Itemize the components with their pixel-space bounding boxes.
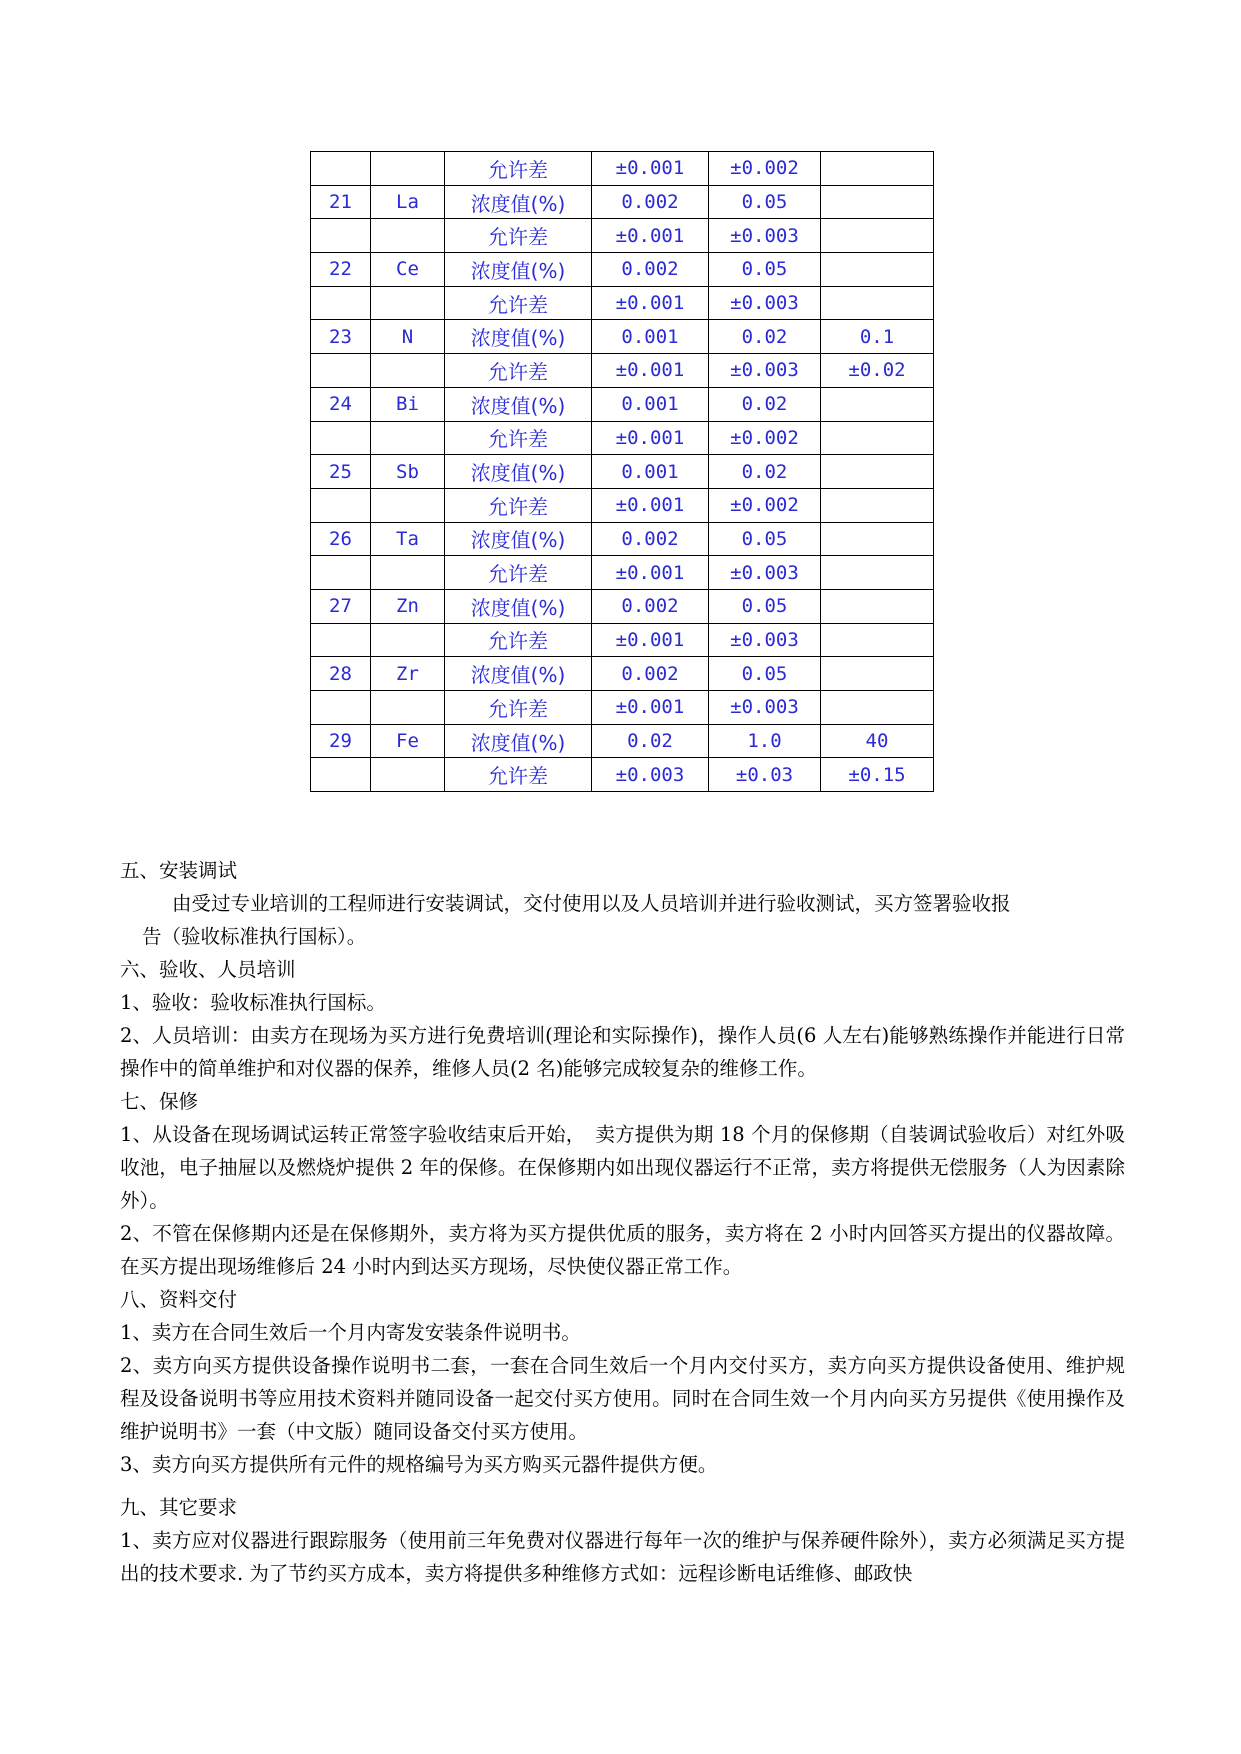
value-col-1-cell: 0.001	[592, 455, 709, 489]
value-col-2-cell: ±0.003	[709, 354, 821, 388]
element-symbol-cell	[371, 488, 445, 522]
element-spec-table	[310, 151, 934, 792]
value-col-2-cell: ±0.03	[709, 758, 821, 792]
value-col-1-cell: 0.002	[592, 589, 709, 623]
value-col-1-cell: ±0.001	[592, 623, 709, 657]
value-col-1-cell: ±0.003	[592, 758, 709, 792]
value-col-3-cell	[821, 219, 934, 253]
measure-type-cell: 浓度值(%)	[445, 522, 592, 556]
value-col-3-cell	[821, 421, 934, 455]
table-row	[311, 455, 934, 489]
measure-type-cell: 浓度值(%)	[445, 185, 592, 219]
element-symbol-cell	[371, 691, 445, 725]
table-row	[311, 152, 934, 186]
element-symbol-cell	[371, 556, 445, 590]
other-item-1: 1、卖方应对仪器进行跟踪服务（使用前三年免费对仪器进行每年一次的维护与保养硬件除外），卖方必须满足买方提出的技术要求. 为了节约买方成本，卖方将提供多种维修方式如：远程诊断电话维修、邮政快	[120, 1529, 1125, 1585]
table-row	[311, 691, 934, 725]
row-number-cell	[311, 556, 371, 590]
element-symbol-cell	[371, 152, 445, 186]
value-col-2-cell: ±0.002	[709, 152, 821, 186]
table-row	[311, 724, 934, 758]
value-col-2-cell: 0.02	[709, 455, 821, 489]
table-row	[311, 556, 934, 590]
value-col-3-cell	[821, 387, 934, 421]
measure-type-cell: 浓度值(%)	[445, 320, 592, 354]
measure-type-cell: 允许差	[445, 152, 592, 186]
value-col-1-cell: ±0.001	[592, 286, 709, 320]
measure-type-cell: 浓度值(%)	[445, 455, 592, 489]
value-col-1-cell: 0.002	[592, 185, 709, 219]
table-row	[311, 253, 934, 287]
value-col-2-cell: ±0.003	[709, 286, 821, 320]
value-col-1-cell: 0.002	[592, 253, 709, 287]
measure-type-cell: 允许差	[445, 219, 592, 253]
measure-type-cell: 允许差	[445, 421, 592, 455]
value-col-3-cell	[821, 589, 934, 623]
value-col-2-cell: ±0.003	[709, 556, 821, 590]
value-col-2-cell: 0.05	[709, 657, 821, 691]
row-number-cell	[311, 286, 371, 320]
value-col-3-cell: 40	[821, 724, 934, 758]
value-col-2-cell: 0.05	[709, 522, 821, 556]
documents-item-3: 3、卖方向买方提供所有元件的规格编号为买方购买元器件提供方便。	[120, 1453, 718, 1476]
section-heading-acceptance: 六、验收、人员培训	[120, 958, 296, 981]
table-row	[311, 758, 934, 792]
table-row	[311, 488, 934, 522]
row-number-cell	[311, 152, 371, 186]
measure-type-cell: 浓度值(%)	[445, 589, 592, 623]
table-row	[311, 219, 934, 253]
value-col-3-cell: ±0.02	[821, 354, 934, 388]
value-col-3-cell	[821, 488, 934, 522]
value-col-3-cell	[821, 286, 934, 320]
value-col-2-cell: ±0.003	[709, 691, 821, 725]
value-col-2-cell: ±0.002	[709, 421, 821, 455]
value-col-3-cell	[821, 691, 934, 725]
element-symbol-cell: N	[371, 320, 445, 354]
value-col-2-cell: 0.02	[709, 320, 821, 354]
measure-type-cell: 允许差	[445, 623, 592, 657]
warranty-item-2: 2、不管在保修期内还是在保修期外，卖方将为买方提供优质的服务，卖方将在 2 小时内回答买方提出的仪器故障。在买方提出现场维修后 24 小时内到达买方现场，尽快使仪器正常工作。	[120, 1222, 1125, 1278]
value-col-1-cell: ±0.001	[592, 152, 709, 186]
table-row	[311, 421, 934, 455]
section-heading-other: 九、其它要求	[120, 1496, 238, 1519]
value-col-2-cell: 0.02	[709, 387, 821, 421]
value-col-2-cell: 0.05	[709, 253, 821, 287]
row-number-cell: 27	[311, 589, 371, 623]
value-col-1-cell: 0.002	[592, 522, 709, 556]
element-symbol-cell	[371, 219, 445, 253]
value-col-2-cell: 0.05	[709, 185, 821, 219]
value-col-1-cell: 0.02	[592, 724, 709, 758]
measure-type-cell: 浓度值(%)	[445, 253, 592, 287]
measure-type-cell: 浓度值(%)	[445, 724, 592, 758]
row-number-cell: 29	[311, 724, 371, 758]
value-col-3-cell	[821, 152, 934, 186]
value-col-3-cell: ±0.15	[821, 758, 934, 792]
value-col-3-cell	[821, 556, 934, 590]
measure-type-cell: 浓度值(%)	[445, 387, 592, 421]
value-col-1-cell: ±0.001	[592, 488, 709, 522]
value-col-3-cell	[821, 657, 934, 691]
element-symbol-cell	[371, 758, 445, 792]
table-row	[311, 589, 934, 623]
element-symbol-cell: Fe	[371, 724, 445, 758]
measure-type-cell: 允许差	[445, 556, 592, 590]
value-col-2-cell: ±0.003	[709, 623, 821, 657]
row-number-cell	[311, 219, 371, 253]
value-col-1-cell: ±0.001	[592, 354, 709, 388]
measure-type-cell: 允许差	[445, 758, 592, 792]
documents-item-1: 1、卖方在合同生效后一个月内寄发安装条件说明书。	[120, 1321, 581, 1344]
row-number-cell	[311, 691, 371, 725]
value-col-3-cell	[821, 185, 934, 219]
measure-type-cell: 允许差	[445, 691, 592, 725]
measure-type-cell: 允许差	[445, 488, 592, 522]
row-number-cell: 26	[311, 522, 371, 556]
value-col-1-cell: ±0.001	[592, 556, 709, 590]
value-col-3-cell: 0.1	[821, 320, 934, 354]
table-row	[311, 387, 934, 421]
measure-type-cell: 允许差	[445, 286, 592, 320]
row-number-cell	[311, 488, 371, 522]
element-symbol-cell: Sb	[371, 455, 445, 489]
measure-type-cell: 允许差	[445, 354, 592, 388]
element-symbol-cell: Zn	[371, 589, 445, 623]
value-col-2-cell: 0.05	[709, 589, 821, 623]
element-symbol-cell: Ce	[371, 253, 445, 287]
acceptance-item-1: 1、验收：验收标准执行国标。	[120, 991, 386, 1014]
row-number-cell: 21	[311, 185, 371, 219]
table-row	[311, 623, 934, 657]
row-number-cell	[311, 421, 371, 455]
element-symbol-cell: Zr	[371, 657, 445, 691]
install-paragraph-cont: 告（验收标准执行国标）。	[142, 925, 367, 948]
element-symbol-cell	[371, 623, 445, 657]
section-heading-install: 五、安装调试	[120, 859, 238, 882]
table-row	[311, 185, 934, 219]
row-number-cell: 24	[311, 387, 371, 421]
value-col-3-cell	[821, 253, 934, 287]
row-number-cell: 28	[311, 657, 371, 691]
value-col-2-cell: ±0.003	[709, 219, 821, 253]
install-paragraph: 由受过专业培训的工程师进行安装调试，交付使用以及人员培训并进行验收测试，买方签署验收报	[172, 892, 1011, 915]
row-number-cell: 25	[311, 455, 371, 489]
table-row	[311, 354, 934, 388]
element-symbol-cell: La	[371, 185, 445, 219]
value-col-1-cell: 0.002	[592, 657, 709, 691]
row-number-cell	[311, 354, 371, 388]
section-heading-documents: 八、资料交付	[120, 1288, 238, 1311]
row-number-cell	[311, 758, 371, 792]
measure-type-cell: 浓度值(%)	[445, 657, 592, 691]
value-col-1-cell: 0.001	[592, 320, 709, 354]
contract-body	[120, 854, 1125, 1590]
value-col-2-cell: ±0.002	[709, 488, 821, 522]
value-col-1-cell: ±0.001	[592, 691, 709, 725]
value-col-2-cell: 1.0	[709, 724, 821, 758]
row-number-cell	[311, 623, 371, 657]
spec-table-body	[311, 152, 934, 792]
value-col-3-cell	[821, 522, 934, 556]
table-row	[311, 320, 934, 354]
warranty-item-1: 1、从设备在现场调试运转正常签字验收结束后开始， 卖方提供为期 18 个月的保修期（自装调试验收后）对红外吸收池，电子抽屉以及燃烧炉提供 2 年的保修。在保修期内如出现仪器运行不正常，卖方将提供无偿服务（人为因素除外）。	[120, 1123, 1125, 1212]
row-number-cell: 23	[311, 320, 371, 354]
value-col-1-cell: ±0.001	[592, 219, 709, 253]
element-symbol-cell	[371, 286, 445, 320]
value-col-3-cell	[821, 623, 934, 657]
table-row	[311, 286, 934, 320]
acceptance-item-2: 2、人员培训：由卖方在现场为买方进行免费培训(理论和实际操作)，操作人员(6 人左右)能够熟练操作并能进行日常操作中的简单维护和对仪器的保养，维修人员(2 名)能够完成较复杂的维修工作。	[120, 1024, 1125, 1080]
documents-item-2: 2、卖方向买方提供设备操作说明书二套，一套在合同生效后一个月内交付买方，卖方向买方提供设备使用、维护规程及设备说明书等应用技术资料并随同设备一起交付买方使用。同时在合同生效一个月内向买方另提供《使用操作及维护说明书》一套（中文版）随同设备交付买方使用。	[120, 1354, 1125, 1443]
section-heading-warranty: 七、保修	[120, 1090, 199, 1113]
table-row	[311, 657, 934, 691]
element-symbol-cell: Ta	[371, 522, 445, 556]
value-col-1-cell: ±0.001	[592, 421, 709, 455]
value-col-1-cell: 0.001	[592, 387, 709, 421]
element-symbol-cell	[371, 421, 445, 455]
table-row	[311, 522, 934, 556]
element-symbol-cell: Bi	[371, 387, 445, 421]
element-symbol-cell	[371, 354, 445, 388]
row-number-cell: 22	[311, 253, 371, 287]
value-col-3-cell	[821, 455, 934, 489]
